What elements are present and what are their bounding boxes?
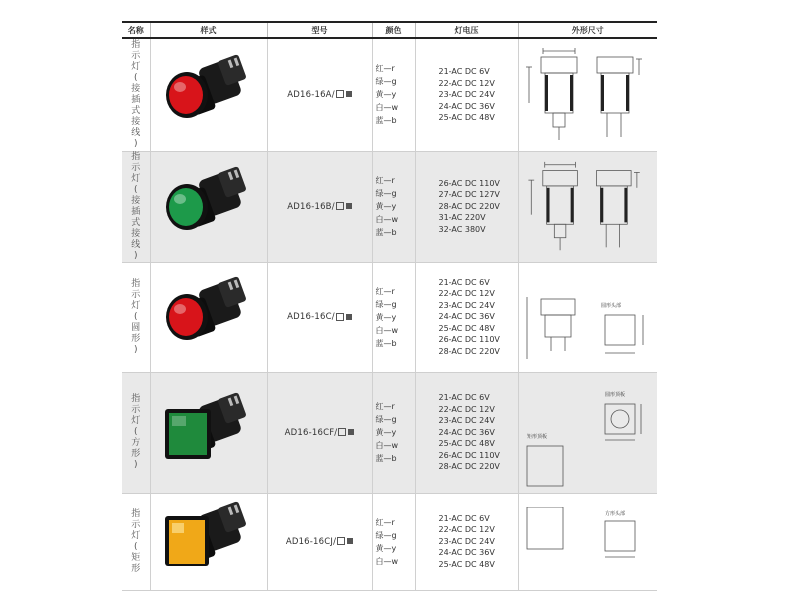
lamp-photo-2 [151,269,261,365]
color-option: 黄—y [375,428,397,437]
name-char: 指 [131,151,141,162]
header-name: 名称 [122,22,150,38]
name-char: 指 [131,39,141,50]
color-list [372,372,415,493]
voltage-option: 23-AC DC 24V [438,90,495,99]
svg-text:矩形顶板: 矩形顶板 [526,433,547,440]
svg-text:圆形头部: 圆形头部 [600,303,621,309]
voltage-option: 28-AC DC 220V [438,201,500,211]
voltage-option: 22-AC DC 12V [438,289,495,299]
spec-sheet [122,21,657,574]
color-option: 白—w [375,441,399,450]
color-option: 黄—y [375,312,397,322]
color-option: 白—w [375,103,399,113]
name-char: 式 [131,105,141,116]
product-photo [150,262,267,372]
voltage-option: 21-AC DC 6V [438,277,490,287]
name-char: 线 [131,127,141,138]
table-row [122,151,657,262]
name-char: 指 [131,278,141,289]
name-char: 插 [131,94,141,105]
color-option: 黄—y [375,202,397,211]
name-char: ) [133,344,138,355]
voltage-option: 22-AC DC 12V [438,404,495,414]
voltage-option: 23-AC DC 24V [438,416,495,426]
name-char: 接 [131,83,141,94]
voltage-list [415,151,518,262]
filled-square-icon [348,429,354,435]
lamp-photo-4 [151,494,261,590]
product-photo [150,151,267,262]
dimension-cell [518,38,657,151]
name-char: 灯 [131,530,141,541]
name-char: 指 [131,508,141,519]
product-name [122,372,150,493]
header-voltage: 灯电压 [415,22,518,38]
voltage-option: 24-AC DC 36V [438,427,495,437]
color-option: 蓝—b [375,116,397,126]
product-name [122,262,150,372]
voltage-option: 22-AC DC 12V [438,525,495,535]
voltage-option: 24-AC DC 36V [438,312,495,322]
voltage-list [415,372,518,493]
name-char: ) [133,138,138,149]
table-row [122,262,657,372]
color-option: 黄—y [375,543,397,553]
color-option: 绿—g [375,415,397,424]
lamp-photo-0 [151,47,261,143]
model-number [267,262,372,372]
voltage-option: 25-AC DC 48V [438,113,495,122]
voltage-option: 25-AC DC 48V [438,323,495,333]
color-option: 绿—g [375,299,397,309]
model-number [267,372,372,493]
model-label: AD16-16CF/ [284,427,338,438]
color-option: 蓝—b [375,228,397,237]
name-char: 灯 [131,61,141,72]
name-char: 示 [131,289,141,300]
color-option: 绿—g [375,77,397,87]
name-char: 灯 [131,300,141,311]
name-char: 接 [131,228,141,239]
color-option: 白—w [375,556,399,566]
product-name [122,493,150,590]
dimension-cell [518,372,657,493]
header-model: 型号 [267,22,372,38]
color-option: 红—r [375,402,395,411]
color-option: 白—w [375,325,399,335]
voltage-option: 23-AC DC 24V [438,536,495,546]
name-char: ( [133,184,138,195]
color-option: 白—w [375,215,399,224]
dimension-cell [518,262,657,372]
name-char: 矩 [131,552,141,563]
product-photo [150,493,267,590]
header-row [122,22,657,38]
name-char: 灯 [131,173,141,184]
name-char: 接 [131,116,141,127]
name-char: 方 [131,438,141,448]
name-char: 线 [131,239,141,250]
name-char: 圆 [131,322,141,333]
name-char: ( [133,311,138,322]
name-char: ( [133,72,138,83]
voltage-option: 27-AC DC 127V [438,190,500,200]
filled-square-icon [347,538,353,544]
placeholder-box-icon [336,202,344,210]
placeholder-box-icon [338,428,346,436]
spec-table [122,21,657,591]
voltage-option: 31-AC 220V [438,213,486,223]
placeholder-box-icon [336,90,344,98]
color-list [372,151,415,262]
table-row [122,493,657,590]
color-list [372,38,415,151]
placeholder-box-icon [337,537,345,545]
name-char: 示 [131,405,141,415]
voltage-option: 26-AC DC 110V [438,335,500,345]
model-label: AD16-16CJ/ [285,536,337,547]
placeholder-box-icon [336,313,344,321]
voltage-option: 26-AC DC 110V [438,450,500,460]
header-color: 颜色 [372,22,415,38]
filled-square-icon [346,314,352,320]
voltage-option: 21-AC DC 6V [438,513,490,523]
voltage-list [415,493,518,590]
voltage-option: 25-AC DC 48V [438,559,495,569]
model-label: AD16-16A/ [287,89,335,100]
name-char: 示 [131,519,141,530]
color-option: 蓝—b [375,454,397,463]
color-option: 绿—g [375,530,397,540]
model-number [267,38,372,151]
color-option: 红—r [375,176,395,185]
model-label: AD16-16B/ [287,201,335,212]
lamp-photo-1 [151,159,261,255]
voltage-option: 23-AC DC 24V [438,300,495,310]
name-char: 插 [131,206,141,217]
name-char: ( [133,541,138,552]
header-dimensions: 外形尺寸 [518,22,657,38]
product-name [122,38,150,151]
color-option: 蓝—b [375,338,397,348]
dimension-drawing-4 [521,507,657,577]
header-style: 样式 [150,22,267,38]
name-char: 式 [131,217,141,228]
dimension-drawing-0 [521,45,651,145]
name-char: 指 [131,394,141,404]
product-photo [150,372,267,493]
voltage-option: 24-AC DC 36V [438,101,495,111]
name-char: 示 [131,50,141,61]
filled-square-icon [346,203,352,209]
color-list [372,493,415,590]
color-option: 红—r [375,517,395,527]
voltage-option: 28-AC DC 220V [438,462,500,472]
voltage-option: 21-AC DC 6V [438,393,490,403]
dimension-cell [518,493,657,590]
dimension-drawing-2 [521,267,657,367]
voltage-option: 32-AC 380V [438,224,486,234]
model-number [267,493,372,590]
svg-text:圆形顶板: 圆形顶板 [604,391,625,398]
product-name [122,151,150,262]
name-char: 形 [131,563,141,574]
name-char: ) [133,460,138,470]
voltage-option: 22-AC DC 12V [438,78,495,88]
voltage-option: 25-AC DC 48V [438,439,495,449]
model-label: AD16-16C/ [287,312,335,322]
table-row [122,38,657,151]
product-photo [150,38,267,151]
table-row [122,372,657,493]
voltage-option: 24-AC DC 36V [438,548,495,558]
voltage-list [415,38,518,151]
name-char: ( [133,427,138,437]
name-char: 灯 [131,416,141,426]
filled-square-icon [346,91,352,97]
name-char: 接 [131,195,141,206]
name-char: 形 [131,449,141,459]
voltage-option: 21-AC DC 6V [438,67,490,76]
color-option: 黄—y [375,90,397,100]
voltage-option: 28-AC DC 220V [438,346,500,356]
model-number [267,151,372,262]
name-char: ) [133,250,138,261]
lamp-photo-3 [151,385,261,481]
voltage-option: 26-AC DC 110V [438,178,500,188]
svg-text:方形头部: 方形头部 [604,510,625,517]
color-option: 红—r [375,286,395,296]
color-option: 红—r [375,64,395,74]
dimension-cell [518,151,657,262]
dimension-drawing-3 [521,374,657,492]
color-option: 绿—g [375,189,397,198]
dimension-drawing-1 [521,159,651,255]
name-char: 示 [131,162,141,173]
color-list [372,262,415,372]
name-char: 形 [131,333,141,344]
voltage-list [415,262,518,372]
